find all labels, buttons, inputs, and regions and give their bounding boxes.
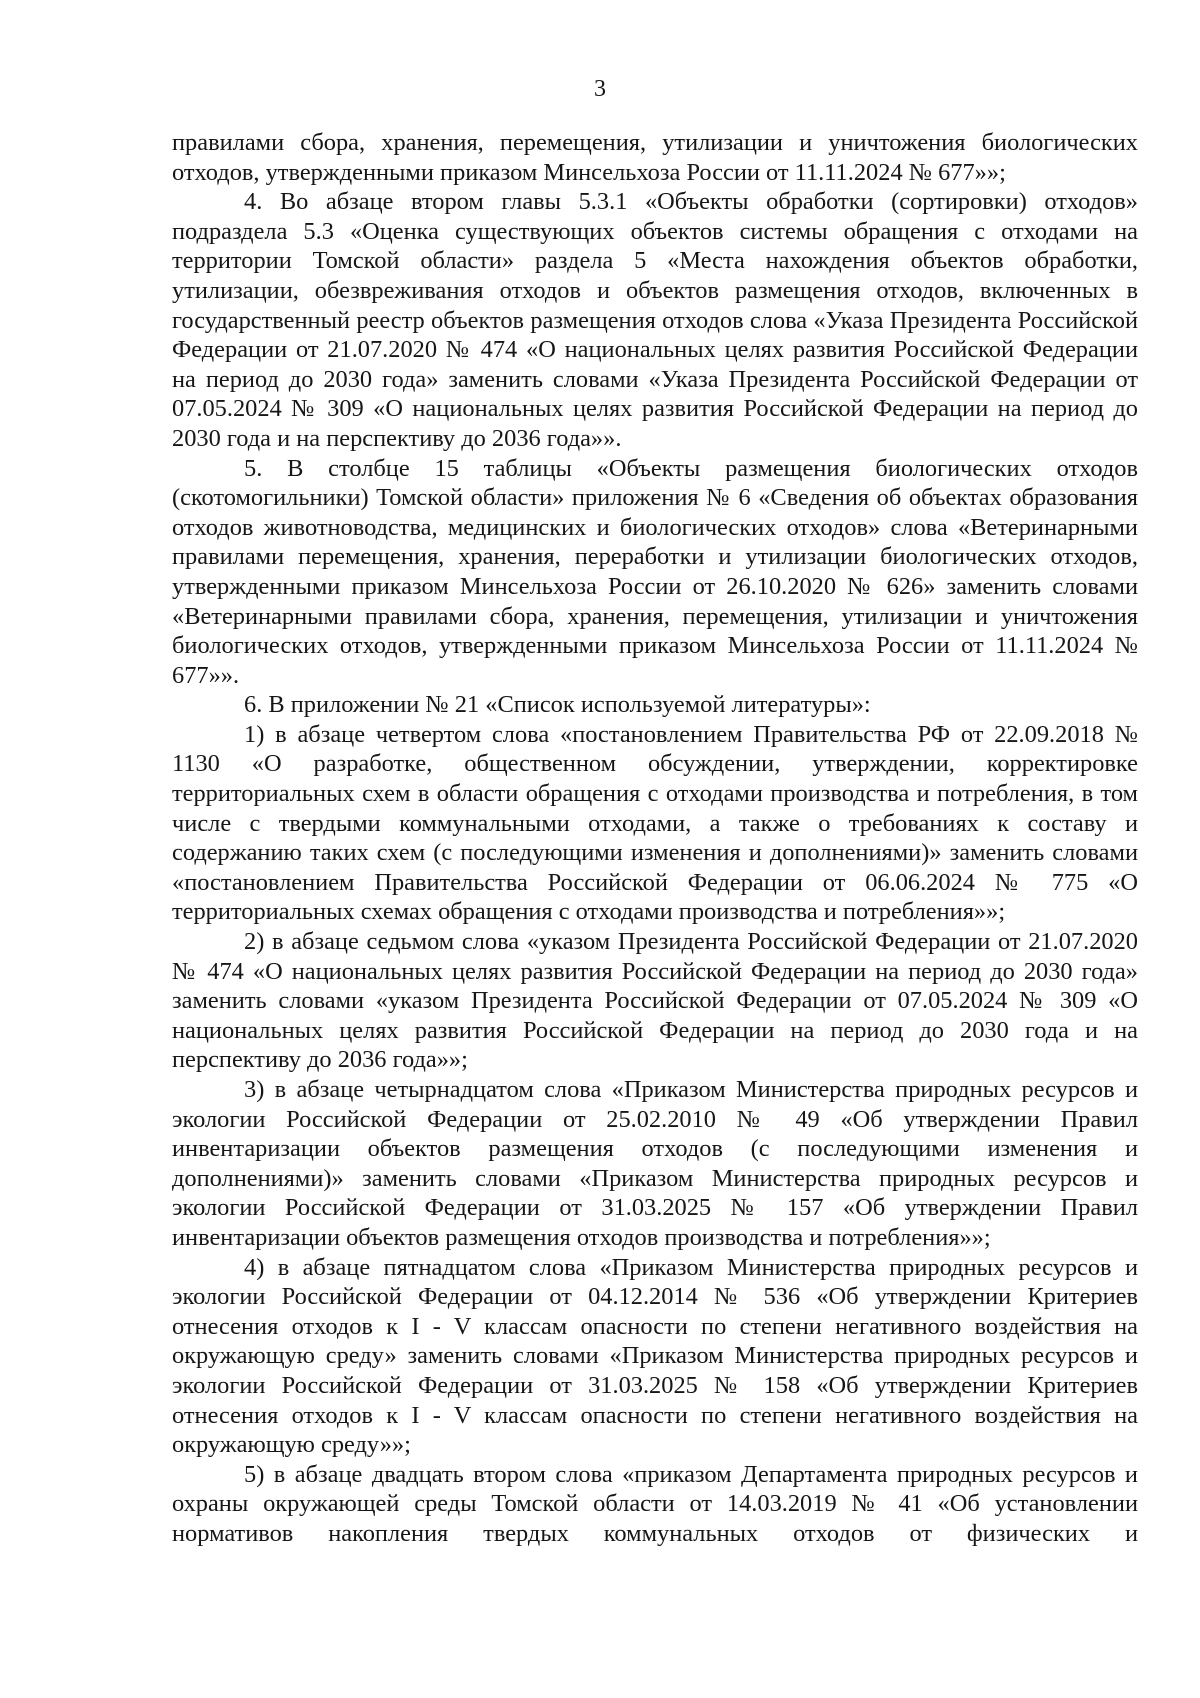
paragraph-item-6: 6. В приложении № 21 «Список используемой литературы»: — [244, 691, 871, 719]
paragraph-subitem-4: 4) в абзаце пятнадцатом слова «Приказом Министерства природных ресурсов и экологии Российской Федерации от 04.12.2014 № 536 «Об утверждении Критериев отнесения отходов к I - V классам опасности по степени негативного воздействия на окружающую среду» заменить словами «Приказом Министерства природных ресурсов и экологии Российской Федерации от 31.03.2025 № 158 «Об утверждении Критериев отнесения отходов к I - V классам опасности по степени негативного воздействия на окружающую среду»»; — [172, 1253, 1138, 1459]
document-body — [172, 128, 1138, 1549]
paragraph-item-5: 5. В столбце 15 таблицы «Объекты размещения биологических отходов (скотомогильники) Томской области» приложения № 6 «Сведения об объектах образования отходов животноводства, медицинских и биологических отходов» слова «Ветеринарными правилами перемещения, хранения, переработки и утилизации биологических отходов, утвержденными приказом Минсельхоза России от 26.10.2020 № 626» заменить словами «Ветеринарными правилами сбора, хранения, перемещения, утилизации и уничтожения биологических отходов, утвержденными приказом Минсельхоза России от 11.11.2024 № 677»». — [172, 454, 1138, 689]
page-number: 3 — [594, 76, 606, 102]
paragraph-subitem-1: 1) в абзаце четвертом слова «постановлением Правительства РФ от 22.09.2018 № 1130 «О разработке, общественном обсуждении, утверждении, корректировке территориальных схем в области обращения с отходами производства и потребления, в том числе с твердыми коммунальными отходами, а также о требованиях к составу и содержанию таких схем (с последующими изменения и дополнениями)» заменить словами «постановлением Правительства Российской Федерации от 06.06.2024 № 775 «О территориальных схемах обращения с отходами производства и потребления»»; — [172, 720, 1138, 926]
paragraph-continuation: правилами сбора, хранения, перемещения, утилизации и уничтожения биологических отходов, утвержденными приказом Минсельхоза России от 11.11.2024 № 677»»; — [172, 129, 1138, 186]
paragraph-subitem-3: 3) в абзаце четырнадцатом слова «Приказом Министерства природных ресурсов и экологии Российской Федерации от 25.02.2010 № 49 «Об утверждении Правил инвентаризации объектов размещения отходов (с последующими изменения и дополнениями)» заменить словами «Приказом Министерства природных ресурсов и экологии Российской Федерации от 31.03.2025 № 157 «Об утверждении Правил инвентаризации объектов размещения отходов производства и потребления»»; — [172, 1076, 1138, 1251]
paragraph-item-4: 4. Во абзаце втором главы 5.3.1 «Объекты обработки (сортировки) отходов» подраздела 5.3 «Оценка существующих объектов системы обращения с отходами на территории Томской области» раздела 5 «Места нахождения объектов обработки, утилизации, обезвреживания отходов и объектов размещения отходов, включенных в государственный реестр объектов размещения отходов слова «Указа Президента Российской Федерации от 21.07.2020 № 474 «О национальных целях развития Российской Федерации на период до 2030 года» заменить словами «Указа Президента Российской Федерации от 07.05.2024 № 309 «О национальных целях развития Российской Федерации на период до 2030 года и на перспективу до 2036 года»». — [172, 188, 1138, 452]
paragraph-subitem-5: 5) в абзаце двадцать втором слова «приказом Департамента природных ресурсов и охраны окружающей среды Томской области от 14.03.2019 № 41 «Об установлении нормативов накопления твердых коммунальных отходов от физических и — [172, 1460, 1138, 1547]
paragraph-subitem-2: 2) в абзаце седьмом слова «указом Президента Российской Федерации от 21.07.2020 № 474 «О национальных целях развития Российской Федерации на период до 2030 года» заменить словами «указом Президента Российской Федерации от 07.05.2024 № 309 «О национальных целях развития Российской Федерации на период до 2030 года и на перспективу до 2036 года»»; — [172, 928, 1138, 1074]
